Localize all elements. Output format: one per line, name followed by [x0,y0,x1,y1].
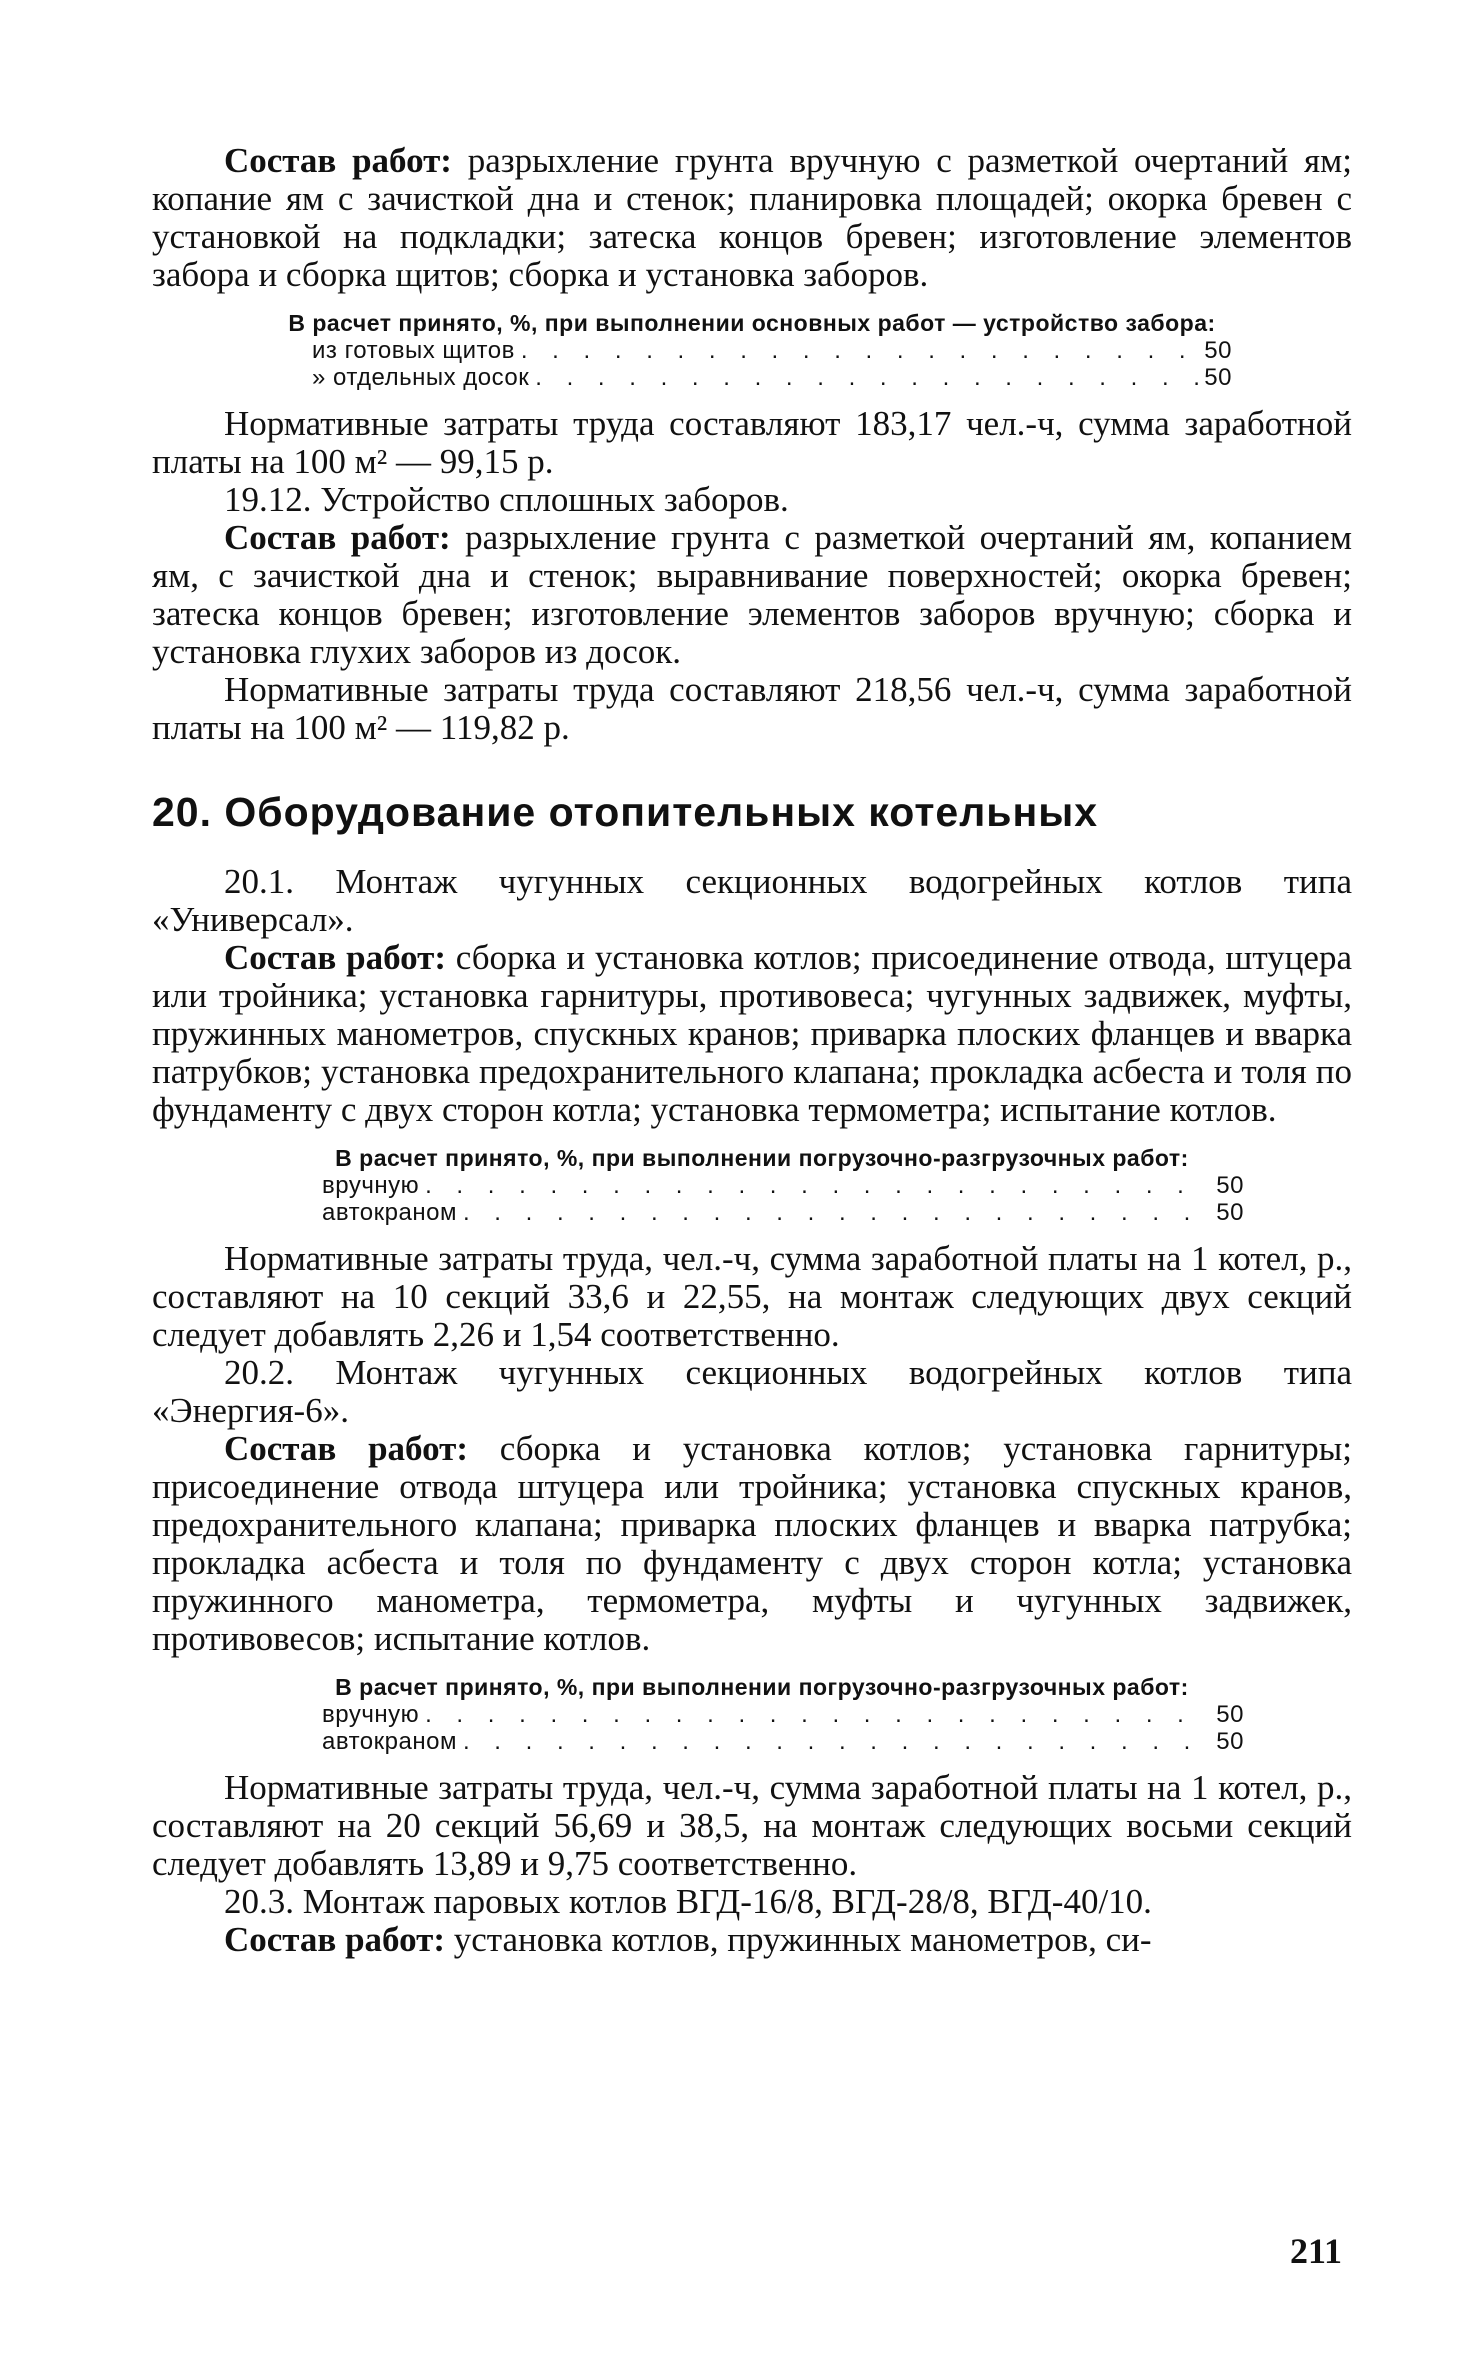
calc-heading: В расчет принято, %, при выполнении погрузочно-разгрузочных работ: [335,1145,1189,1171]
paragraph-composition-1: Состав работ: разрыхление грунта вручную с разметкой очертаний ям; копание ям с зачисткой дна и стенок; планировка площадей; окорка бревен с установкой на подкладки; затеска концов бревен; изготовление элементов забора и сборка щитов; сборка и установка заборов. [152,141,1352,294]
paragraph-item-20-1: 20.1. Монтаж чугунных секционных водогрейных котлов типа «Универсал». [152,862,1352,939]
paragraph-composition-4: Состав работ: сборка и установка котлов; установка гарнитуры; присоединение отвода штуцера или тройника; установка спускных кранов, предохранительного клапана; приварка плоских фланцев и вварка патрубка; прокладка асбеста и толя по фундаменту с двух сторон котла; установка пружинного манометра, термометра, муфты и чугунных задвижек, противовесов; испытание котлов. [152,1429,1352,1658]
paragraph-composition-3: Состав работ: сборка и установка котлов; присоединение отвода, штуцера или тройника; установка гарнитуры, противовеса; чугунных задвижек, муфты, пружинных манометров, спускных кранов; приварка плоских фланцев и вварка патрубков; установка предохранительного клапана; прокладка асбеста и толя по фундаменту с двух сторон котла; установка термометра; испытание котлов. [152,938,1352,1129]
paragraph-item-19-12: 19.12. Устройство сплошных заборов. [224,480,789,519]
calc-row: автокраном . . . 50 [322,1199,1244,1226]
section-heading: 20. Оборудование отопительных котельных [152,789,1099,835]
page-number: 211 [1290,2231,1343,2271]
paragraph-norms-1: Нормативные затраты труда составляют 183,17 чел.-ч, сумма заработной платы на 100 м² — 99,15 р. [152,404,1352,481]
paragraph-item-20-3: 20.3. Монтаж паровых котлов ВГД-16/8, ВГД-28/8, ВГД-40/10. [224,1882,1152,1921]
calc-heading: В расчет принято, %, при выполнении основных работ — устройство забора: [288,310,1216,336]
text-column [152,142,1352,1959]
calc-row: из готовых щитов . . . 50 [312,337,1232,364]
calc-row: вручную . . . 50 [322,1172,1244,1199]
paragraph-item-20-2: 20.2. Монтаж чугунных секционных водогрейных котлов типа «Энергия-6». [152,1353,1352,1430]
paragraph-composition-2: Состав работ: разрыхление грунта с разметкой очертаний ям, копанием ям, с зачисткой дна и стенок; выравнивание поверхностей; окорка бревен; затеска концов бревен; изготовление элементов заборов вручную; сборка и установка глухих заборов из досок. [152,518,1352,671]
paragraph-norms-4: Нормативные затраты труда, чел.-ч, сумма заработной платы на 1 котел, р., составляют на 20 секций 56,69 и 38,5, на монтаж следующих восьми секций следует добавлять 13,89 и 9,75 соответственно. [152,1768,1352,1883]
calc-block-2 [152,1145,1352,1226]
paragraph-norms-3: Нормативные затраты труда, чел.-ч, сумма заработной платы на 1 котел, р., составляют на 10 секций 33,6 и 22,55, на монтаж следующих двух секций следует добавлять 2,26 и 1,54 соответственно. [152,1239,1352,1354]
calc-row: автокраном . . . 50 [322,1728,1244,1755]
paragraph-composition-5: Состав работ: установка котлов, пружинных манометров, си- [224,1920,1152,1959]
calc-heading: В расчет принято, %, при выполнении погрузочно-разгрузочных работ: [335,1674,1189,1700]
calc-row: вручную . . . 50 [322,1701,1244,1728]
calc-block-1 [152,310,1352,391]
calc-block-3 [152,1674,1352,1755]
calc-row: » отдельных досок . . . 50 [312,364,1232,391]
paragraph-norms-2: Нормативные затраты труда составляют 218,56 чел.-ч, сумма заработной платы на 100 м² — 119,82 р. [152,670,1352,747]
